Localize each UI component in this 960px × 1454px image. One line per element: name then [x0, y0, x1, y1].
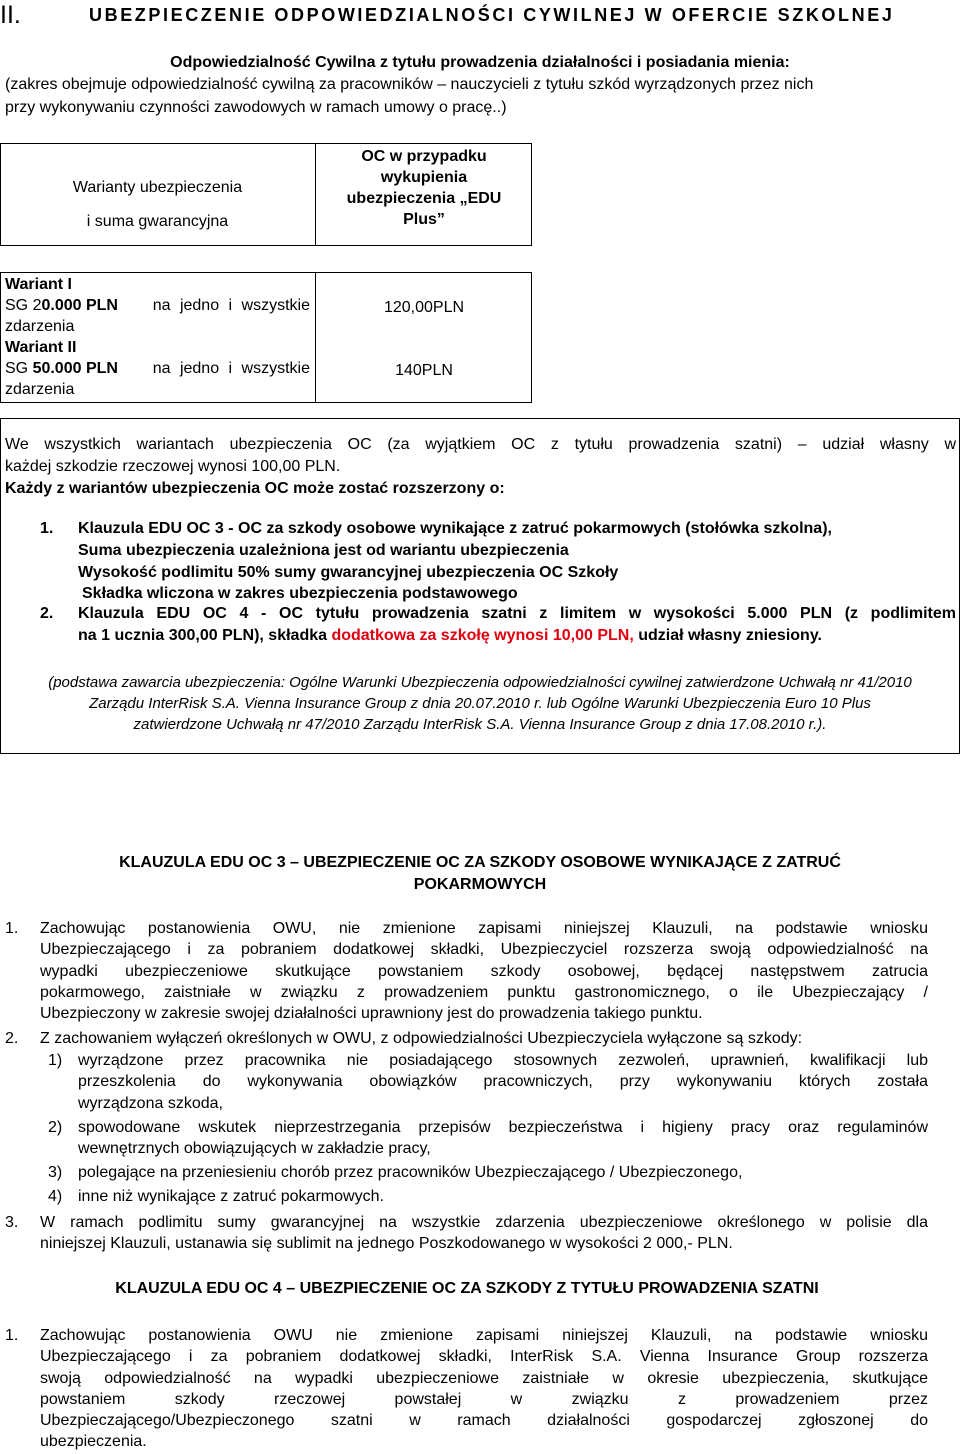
variant-sg-rest: na jedno i wszystkie [152, 360, 310, 377]
clause-title-line: KLAUZULA EDU OC 3 – UBEZPIECZENIE OC ZA SZKODY OSOBOWE WYNIKAJĄCE Z ZATRUĆ [119, 854, 841, 871]
section-number: II. [0, 1, 21, 29]
clause-title [0, 852, 960, 896]
list-line: Ubezpieczającego i za pobraniem dodatkowej składki, InterRisk S.A. Vienna Insurance Group rozszerza [40, 1348, 928, 1366]
list-line: W ramach podlimitu sumy gwarancyjnej na wszystkie zdarzenia ubezpieczeniowe określonego w polisie dla [40, 1214, 928, 1231]
list-line: Ubezpieczającego i za pobraniem dodatkowej składki, Ubezpieczyciel rozszerza swoją odpowiedzialność na [40, 941, 928, 959]
clause-line: Klauzula EDU OC 4 - OC tytułu prowadzenia szatni z limitem w wysokości 5.000 PLN (z podlimitem [78, 605, 956, 622]
variant-price: 120,00PLN [383, 299, 465, 316]
basis-line: zatwierdzone Uchwałą nr 47/2010 Zarządu InterRisk S.A. Vienna Insurance Group z dnia 17.08.2010 r.). [133, 716, 827, 733]
table-header-right-line: ubezpieczenia „EDU [346, 190, 502, 207]
oc3-item-1 [40, 918, 928, 1024]
table-header-right-line: OC w przypadku [361, 148, 487, 165]
list-line: ubezpieczenia. [40, 1433, 147, 1451]
clause-line: Wysokość podlimitu 50% sumy gwarancyjnej ubezpieczenia OC Szkoły [78, 564, 619, 581]
clause-number: 1. [40, 520, 54, 537]
sublist-item-2 [78, 1117, 928, 1160]
clause-title: KLAUZULA EDU OC 4 – UBEZPIECZENIE OC ZA SZKODY Z TYTUŁU PROWADZENIA SZATNI [115, 1280, 819, 1297]
sublist-number: 4) [48, 1188, 63, 1205]
oc3-item-3 [40, 1212, 928, 1255]
basis-line: (podstawa zawarcia ubezpieczenia: Ogólne Warunki Ubezpieczenia odpowiedzialności cywilnej zatwierdzone Uchwałą nr 41/2010 [48, 674, 912, 691]
table-header-left-line: Warianty ubezpieczenia [72, 179, 243, 196]
clause-line [78, 625, 822, 646]
clause-line: Klauzula EDU OC 3 - OC za szkody osobowe wynikające z zatruć pokarmowych (stołówka szkolna), [78, 520, 832, 537]
clause-title-line: POKARMOWYCH [413, 876, 547, 893]
box-heading: Każdy z wariantów ubezpieczenia OC może zostać rozszerzony o: [5, 480, 505, 497]
variant-sum: 0.000 PLN [41, 297, 118, 314]
intro-line: (zakres obejmuje odpowiedzialność cywilną za pracowników – nauczycieli z tytułu szkód wyrządzonych przez nich [5, 76, 814, 93]
variant-sum: 50.000 PLN [32, 360, 118, 377]
intro-line: przy wykonywaniu czynności zawodowych w ramach umowy o pracę..) [5, 99, 507, 116]
variant-name: Wariant I [5, 276, 72, 293]
variant-sg-prefix: SG [5, 360, 33, 377]
variant-row [5, 274, 310, 400]
list-line: pokarmowego, zaistniałe w związku z prowadzeniem punktu gastronomicznego, o ile Ubezpieczający / [40, 983, 928, 1001]
sublist-line: inne niż wynikające z zatruć pokarmowych. [78, 1188, 384, 1205]
sublist-line: wewnętrznych obowiązujących w zakładzie pracy, [78, 1140, 431, 1158]
sublist-line: polegające na przeniesieniu chorób przez pracowników Ubezpieczającego / Ubezpieczonego, [78, 1164, 743, 1181]
list-line: niniejszej Klauzuli, ustanawia się sublimit na jednego Poszkodowanego w wysokości 2 000,- PLN. [40, 1235, 733, 1253]
intro-heading: Odpowiedzialność Cywilna z tytułu prowadzenia działalności i posiadania mienia: [170, 54, 790, 71]
table-header-right [316, 146, 532, 230]
list-number: 2. [5, 1030, 19, 1047]
box-paragraph: każdej szkodzie rzeczowej wynosi 100,00 PLN. [5, 458, 341, 475]
sublist-number: 2) [48, 1119, 63, 1136]
clause-fee-highlight: dodatkowa za szkołę wynosi 10,00 PLN, [331, 627, 634, 644]
table-header-left [0, 143, 315, 246]
oc4-item-1 [40, 1325, 928, 1453]
variant-tail: zdarzenia [5, 381, 75, 398]
basis-note [0, 672, 960, 735]
table-header-right-line: Plus” [403, 211, 445, 228]
list-line: powstaniem szkody rzeczowej powstałej w związku z prowadzeniem przez [40, 1390, 928, 1408]
sublist-number: 3) [48, 1164, 63, 1181]
variant-name: Wariant II [5, 339, 77, 356]
variant-tail: zdarzenia [5, 318, 75, 335]
sublist-line: przeszkolenia do wykonywania obowiązków pracowniczych, przy wykonywaniu których została [78, 1073, 928, 1091]
list-line: Zachowując postanowienia OWU nie zmienione zapisami niniejszej Klauzuli, na podstawie wniosku [40, 1327, 928, 1344]
list-line: Z zachowaniem wyłączeń określonych w OWU, z odpowiedzialności Ubezpieczyciela wyłączone są szkody: [40, 1030, 803, 1047]
clause-line: Suma ubezpieczenia uzależniona jest od wariantu ubezpieczenia [78, 542, 569, 559]
list-line: Ubezpieczającego/Ubezpieczonego szatni w ramach działalności gospodarczej zgłoszonej do [40, 1412, 928, 1430]
sublist-line: wyrządzona szkoda, [78, 1094, 223, 1112]
list-line: Zachowując postanowienia OWU, nie zmienione zapisami niniejszej Klauzuli, na podstawie wniosku [40, 920, 928, 937]
table-header-right-line: wykupienia [380, 169, 468, 186]
clause-line: Składka wliczona w zakres ubezpieczenia podstawowego [82, 585, 518, 602]
list-number: 1. [5, 1327, 19, 1344]
sublist-number: 1) [48, 1052, 63, 1069]
list-line: wypadki ubezpieczeniowe skutkujące powstaniem szkody osobowej, będącej następstwem zatrucia [40, 962, 928, 980]
sublist-line: wyrządzone przez pracownika nie posiadającego stosownych zezwoleń, uprawnień, kwalifikacji lub [78, 1052, 928, 1069]
variant-sg-prefix: SG 2 [5, 297, 42, 314]
list-number: 3. [5, 1214, 19, 1231]
clause-number: 2. [40, 605, 54, 622]
clause-text: na 1 ucznia 300,00 PLN), składka [78, 627, 332, 644]
table-divider [315, 272, 316, 403]
list-line: Ubezpieczony w zakresie swojej działalności uprawniony jest do prowadzenia takiego punktu. [40, 1005, 703, 1023]
variant-sg-rest: na jedno i wszystkie [152, 297, 310, 314]
box-paragraph: We wszystkich wariantach ubezpieczenia OC (za wyjątkiem OC z tytułu prowadzenia szatni) – udział własny w [5, 436, 956, 453]
table-header-left-line: i suma gwarancyjna [86, 213, 229, 230]
basis-line: Zarządu InterRisk S.A. Vienna Insurance Group z dnia 20.07.2010 r. lub Ogólne Warunki Ubezpieczenia Euro 10 Plus [89, 695, 871, 712]
variant-price: 140PLN [395, 362, 453, 379]
list-number: 1. [5, 920, 19, 937]
section-title: UBEZPIECZENIE ODPOWIEDZIALNOŚCI CYWILNEJ W OFERCIE SZKOLNEJ [89, 5, 895, 25]
sublist-line: spowodowane wskutek nieprzestrzegania przepisów bezpieczeństwa i higieny pracy oraz regulaminów [78, 1119, 928, 1136]
list-line: swoją odpowiedzialność na wypadki ubezpieczeniowe zaistniałe w okresie ubezpieczenia, skutkujące [40, 1369, 928, 1387]
clause-text: udział własny zniesiony. [633, 627, 822, 644]
sublist-item-1 [78, 1050, 928, 1114]
